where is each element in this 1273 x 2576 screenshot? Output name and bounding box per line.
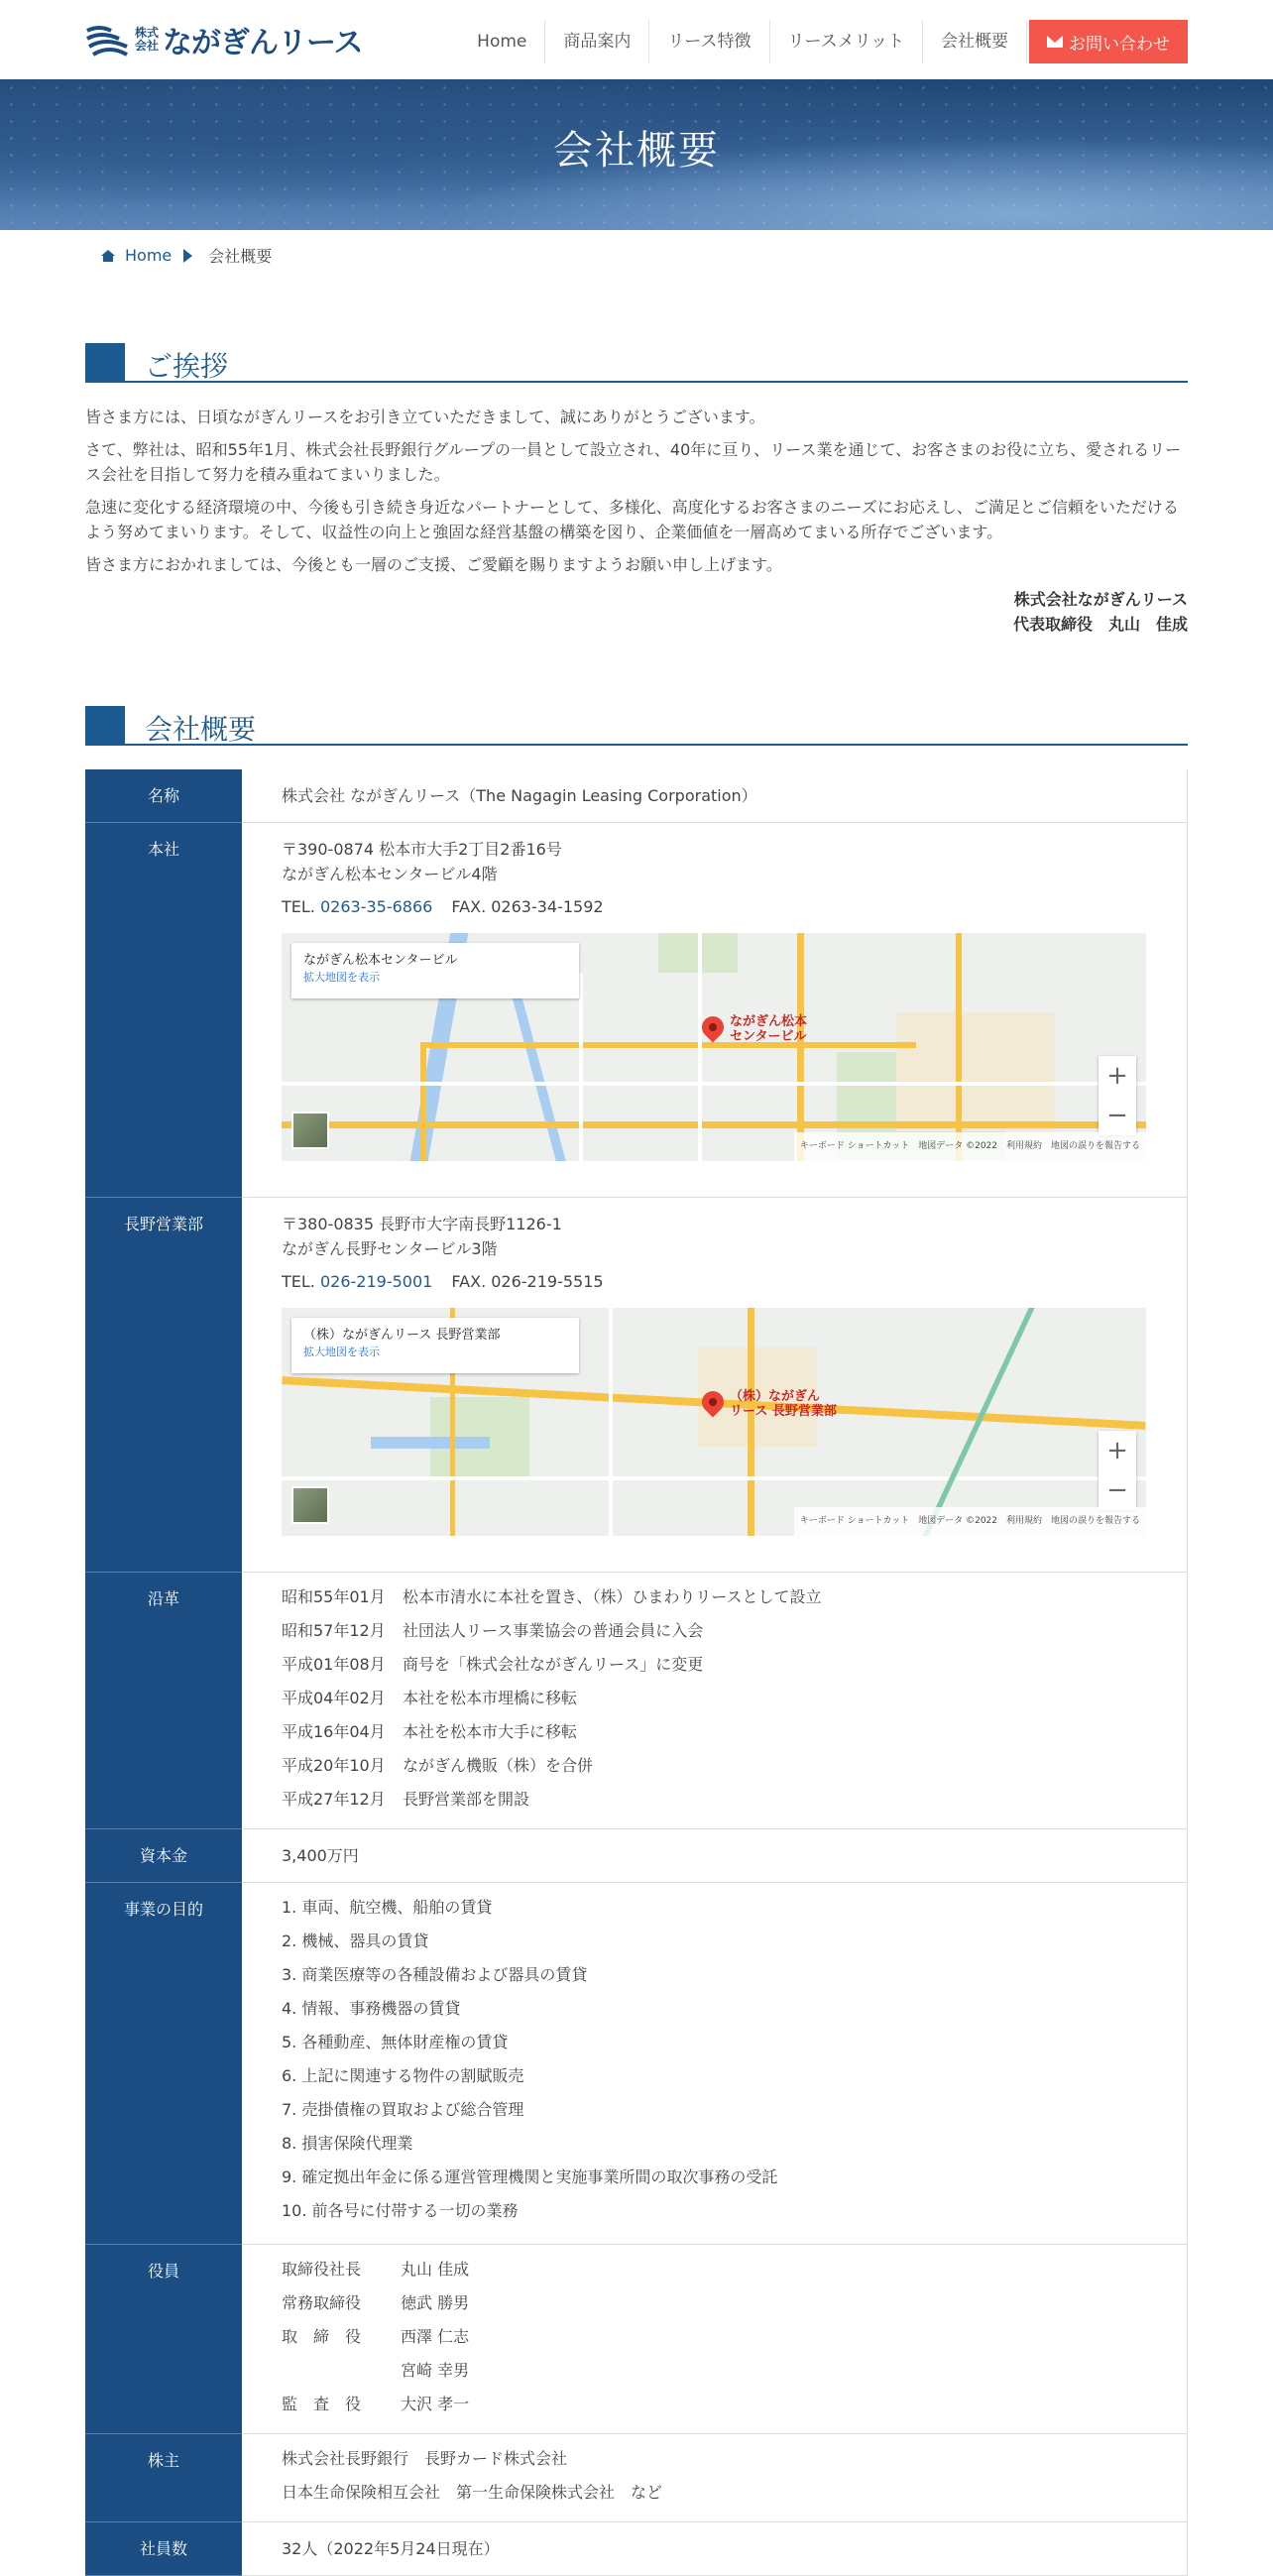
greeting-paragraph: 急速に変化する経済環境の中、今後も引き続き身近なパートナーとして、多様化、高度化するお客さまのニーズにお応えし、ご満足とご信頼をいただけるよう努めてまいります。そして、収益性の向上と強固な経営基盤の構築を図り、企業価値を一層高めてまいる所存でございます。 bbox=[85, 498, 1179, 541]
history-item: 平成27年12月 長野営業部を開設 bbox=[282, 1790, 530, 1809]
nagano-map-title: （株）ながぎんリース 長野営業部 bbox=[303, 1328, 501, 1343]
zoom-out-icon[interactable]: − bbox=[1106, 1475, 1128, 1505]
nav-features[interactable]: リース特徴 bbox=[649, 20, 769, 63]
purpose-item: 8. 損害保険代理業 bbox=[282, 2134, 413, 2153]
label-employees: 社員数 bbox=[85, 2522, 242, 2576]
map-zoom-control bbox=[1099, 1056, 1136, 1135]
nagano-address-line2: ながぎん長野センタービル3階 bbox=[282, 1239, 498, 1258]
nav-merits[interactable]: リースメリット bbox=[770, 20, 923, 63]
nagano-tel-link[interactable]: 026-219-5001 bbox=[319, 1272, 433, 1291]
history-item: 平成16年04月 本社を松本市大手に移転 bbox=[282, 1722, 578, 1741]
value-shareholders bbox=[242, 2434, 1188, 2522]
label-purpose: 事業の目的 bbox=[85, 1883, 242, 2245]
greeting-paragraph: 皆さま方におかれましては、今後とも一層のご支援、ご愛顧を賜りますようお願い申し上げます。 bbox=[85, 555, 782, 574]
hq-map-enlarge-link[interactable]: 拡大地図を表示 bbox=[303, 971, 380, 984]
shareholder-item: 日本生命保険相互会社 第一生命保険株式会社 など bbox=[282, 2483, 663, 2502]
zoom-in-icon[interactable]: + bbox=[1106, 1061, 1128, 1091]
purpose-item: 6. 上記に関連する物件の割賦販売 bbox=[282, 2066, 524, 2085]
map-attribution: キーボード ショートカット 地図データ ©2022 利用規約 地図の誤りを報告する bbox=[794, 1132, 1146, 1161]
row-headquarters bbox=[85, 823, 1188, 1198]
map-pin-icon[interactable] bbox=[697, 1011, 728, 1042]
nagano-pin-label: （株）ながぎん リース 長野営業部 bbox=[730, 1389, 837, 1419]
nagano-map-enlarge-link[interactable]: 拡大地図を表示 bbox=[303, 1346, 380, 1358]
nagano-map[interactable] bbox=[282, 1308, 1146, 1536]
purpose-item: 4. 情報、事務機器の賃貸 bbox=[282, 1999, 461, 2018]
value-headquarters bbox=[242, 823, 1188, 1198]
label-officers: 役員 bbox=[85, 2245, 242, 2434]
label-nagano-office: 長野営業部 bbox=[85, 1198, 242, 1573]
officer-item: 監 査 役 大沢 孝一 bbox=[282, 2395, 470, 2413]
greeting-heading bbox=[85, 343, 1188, 383]
nav-products[interactable]: 商品案内 bbox=[545, 20, 649, 63]
purpose-item: 9. 確定拠出年金に係る運営管理機関と実施事業所間の取次事務の受託 bbox=[282, 2167, 778, 2186]
hq-fax: FAX. 0263-34-1592 bbox=[451, 897, 604, 916]
hq-contact-line bbox=[282, 894, 1187, 919]
officer-item: 宮崎 幸男 bbox=[401, 2361, 470, 2380]
contact-button-label: お問い合わせ bbox=[1069, 34, 1170, 55]
value-purpose bbox=[242, 1883, 1188, 2245]
hq-map-card bbox=[291, 943, 579, 998]
page-title: 会社概要 bbox=[553, 128, 720, 174]
greeting-paragraph: 皆さま方には、日頃ながぎんリースをお引き立ていただきまして、誠にありがとうございます。 bbox=[85, 408, 765, 426]
logo-kabushiki: 株式 会社 bbox=[135, 26, 160, 53]
purpose-item: 1. 車両、航空機、船舶の賃貸 bbox=[282, 1898, 493, 1917]
value-employees: 32人（2022年5月24日現在） bbox=[242, 2522, 1188, 2576]
shareholder-item: 株式会社長野銀行 長野カード株式会社 bbox=[282, 2449, 568, 2468]
hq-tel-prefix: TEL. bbox=[282, 897, 315, 916]
officer-item: 取 締 役 西澤 仁志 bbox=[282, 2327, 470, 2346]
nagano-address-line1: 〒380-0835 長野市大字南長野1126-1 bbox=[282, 1215, 562, 1233]
row-history bbox=[85, 1573, 1188, 1829]
breadcrumb-home-link[interactable]: Home bbox=[125, 246, 173, 265]
contact-button[interactable] bbox=[1029, 20, 1188, 63]
map-satellite-toggle[interactable] bbox=[291, 1112, 329, 1149]
purpose-item: 7. 売掛債権の買取および総合管理 bbox=[282, 2100, 524, 2119]
nagano-fax: FAX. 026-219-5515 bbox=[451, 1272, 604, 1291]
map-satellite-toggle[interactable] bbox=[291, 1486, 329, 1524]
officer-item: 常務取締役 徳武 勝男 bbox=[282, 2293, 470, 2312]
officer-item: 取締役社長 丸山 佳成 bbox=[282, 2260, 470, 2279]
hq-address-line1: 〒390-0874 松本市大手2丁目2番16号 bbox=[282, 840, 562, 859]
arrow-right-icon bbox=[183, 249, 192, 263]
envelope-icon bbox=[1047, 36, 1063, 48]
history-item: 平成20年10月 ながぎん機販（株）を合併 bbox=[282, 1756, 594, 1775]
hq-map[interactable] bbox=[282, 933, 1146, 1161]
zoom-out-icon[interactable]: − bbox=[1106, 1101, 1128, 1130]
value-capital: 3,400万円 bbox=[242, 1829, 1188, 1883]
hq-address-line2: ながぎん松本センタービル4階 bbox=[282, 865, 498, 883]
value-officers bbox=[242, 2245, 1188, 2434]
purpose-item: 2. 機械、器具の賃貸 bbox=[282, 1932, 429, 1950]
history-item: 昭和57年12月 社団法人リース事業協会の普通会員に入会 bbox=[282, 1621, 704, 1640]
row-capital bbox=[85, 1829, 1188, 1883]
zoom-in-icon[interactable]: + bbox=[1106, 1436, 1128, 1465]
history-item: 昭和55年01月 松本市清水に本社を置き、（株）ひまわりリースとして設立 bbox=[282, 1587, 822, 1606]
row-shareholders bbox=[85, 2434, 1188, 2522]
nagano-map-card bbox=[291, 1318, 579, 1373]
purpose-item: 3. 商業医療等の各種設備および器具の賃貸 bbox=[282, 1965, 588, 1984]
label-shareholders: 株主 bbox=[85, 2434, 242, 2522]
nav-company[interactable]: 会社概要 bbox=[923, 20, 1027, 63]
site-header bbox=[0, 0, 1273, 79]
breadcrumb bbox=[101, 244, 272, 267]
greeting-paragraph: さて、弊社は、昭和55年1月、株式会社長野銀行グループの一員として設立され、40年に亘り、リース業を通じて、お客さまのお役に立ち、愛されるリース会社を目指して努力を積み重ねてまいりました。 bbox=[85, 440, 1182, 484]
company-logo[interactable] bbox=[85, 18, 363, 61]
hq-pin-label: ながぎん松本 センタービル bbox=[730, 1014, 808, 1044]
value-nagano-office bbox=[242, 1198, 1188, 1573]
greeting-text bbox=[85, 405, 1188, 585]
row-nagano-office bbox=[85, 1198, 1188, 1573]
value-name: 株式会社 ながぎんリース（The Nagagin Leasing Corporation） bbox=[242, 769, 1188, 823]
company-heading bbox=[85, 706, 1188, 746]
greeting-signature bbox=[1013, 587, 1188, 637]
history-item: 平成01年08月 商号を「株式会社ながぎんリース」に変更 bbox=[282, 1655, 704, 1674]
purpose-item: 10. 前各号に付帯する一切の業務 bbox=[282, 2201, 519, 2220]
row-purpose bbox=[85, 1883, 1188, 2245]
nav-home[interactable]: Home bbox=[459, 20, 545, 63]
home-icon bbox=[101, 250, 115, 262]
history-item: 平成04年02月 本社を松本市埋橋に移転 bbox=[282, 1689, 578, 1707]
logo-name: ながぎんリース bbox=[163, 26, 363, 60]
hero-banner bbox=[0, 79, 1273, 230]
logo-mark-icon bbox=[85, 21, 129, 59]
hq-tel-link[interactable]: 0263-35-6866 bbox=[319, 897, 433, 916]
greeting-heading-text: ご挨拶 bbox=[145, 350, 229, 383]
breadcrumb-current: 会社概要 bbox=[208, 247, 273, 266]
label-capital: 資本金 bbox=[85, 1829, 242, 1883]
company-heading-text: 会社概要 bbox=[145, 713, 257, 746]
nagano-tel-prefix: TEL. bbox=[282, 1272, 315, 1291]
map-attribution: キーボード ショートカット 地図データ ©2022 利用規約 地図の誤りを報告する bbox=[794, 1507, 1146, 1536]
main-nav bbox=[459, 20, 1188, 63]
signature-person: 代表取締役 丸山 佳成 bbox=[1012, 615, 1188, 634]
heading-square-icon bbox=[85, 343, 125, 383]
label-history: 沿革 bbox=[85, 1573, 242, 1829]
map-zoom-control bbox=[1099, 1431, 1136, 1510]
nagano-contact-line bbox=[282, 1269, 1187, 1294]
label-headquarters: 本社 bbox=[85, 823, 242, 1198]
label-name: 名称 bbox=[85, 769, 242, 823]
row-officers bbox=[85, 2245, 1188, 2434]
company-info-table bbox=[85, 769, 1188, 2576]
value-history bbox=[242, 1573, 1188, 1829]
heading-square-icon bbox=[85, 706, 125, 746]
hq-map-title: ながぎん松本センタービル bbox=[303, 953, 458, 968]
signature-company: 株式会社ながぎんリース bbox=[1013, 590, 1188, 609]
row-employees bbox=[85, 2522, 1188, 2576]
purpose-item: 5. 各種動産、無体財産権の賃貸 bbox=[282, 2033, 509, 2051]
row-name bbox=[85, 769, 1188, 823]
